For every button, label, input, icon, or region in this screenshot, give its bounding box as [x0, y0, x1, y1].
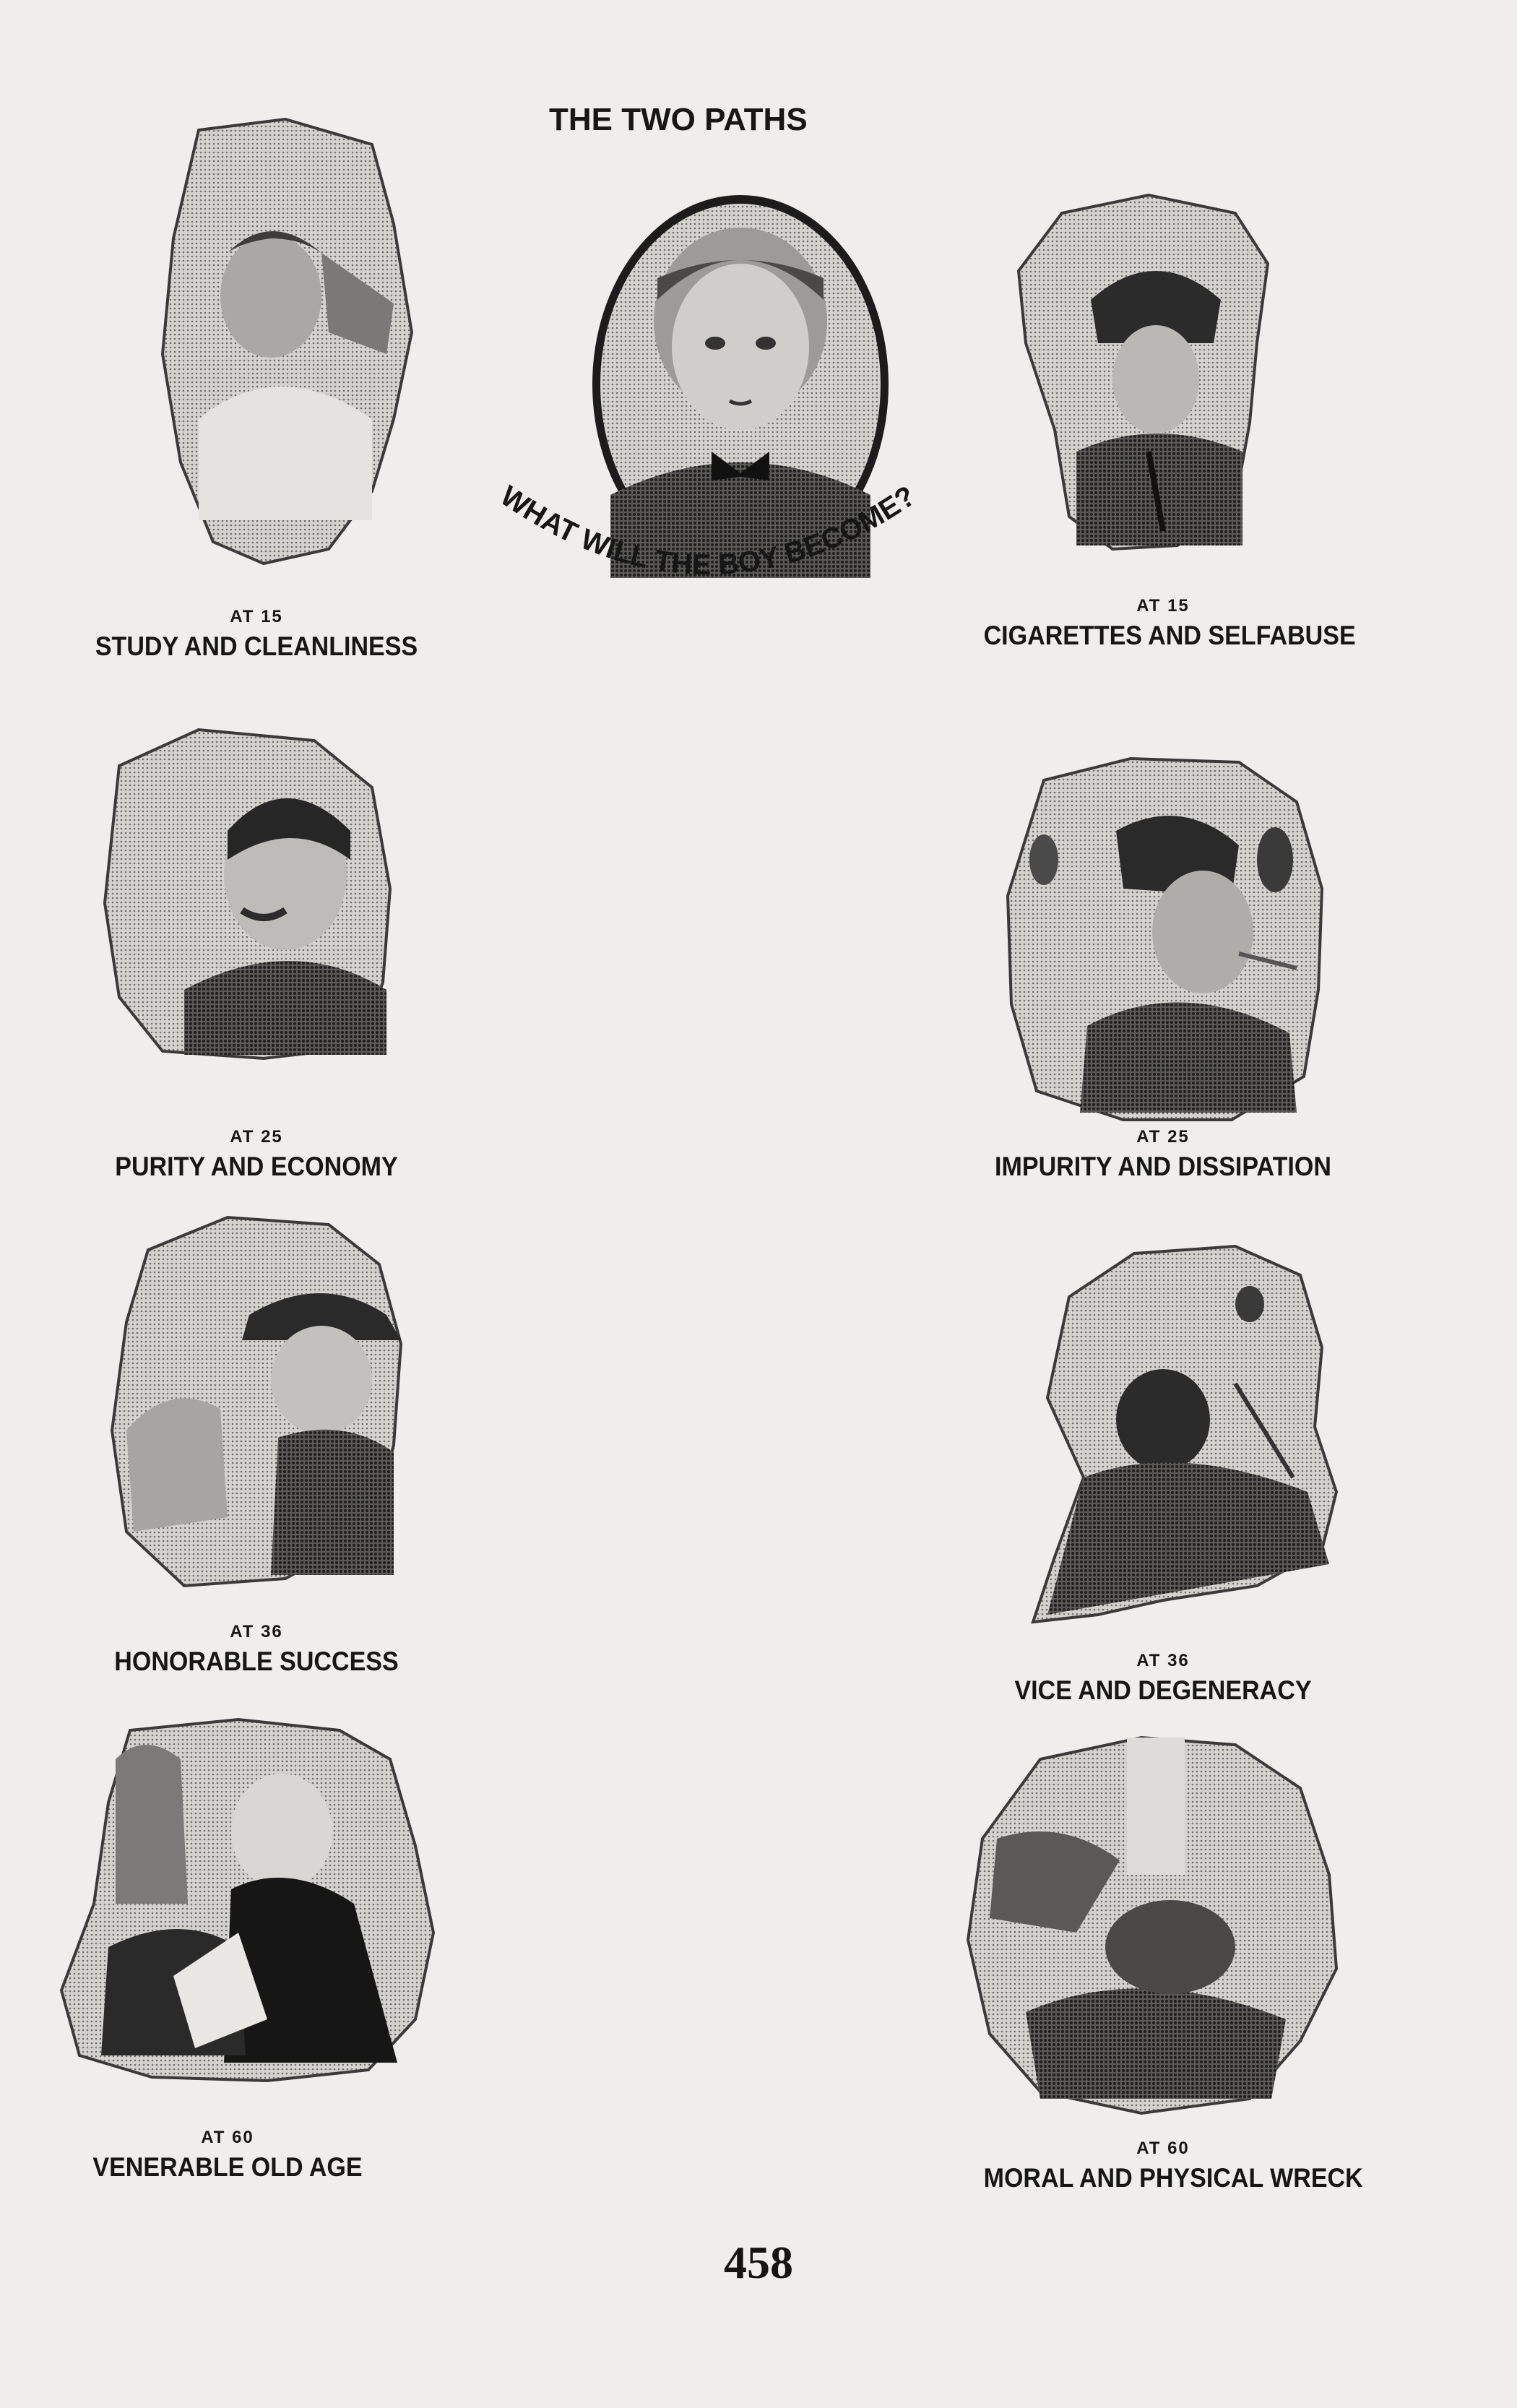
- right-caption-age-25: [961, 1127, 1365, 1182]
- left-portrait-age-60: [51, 1716, 441, 2084]
- right-portrait-age-36: [1019, 1239, 1351, 1629]
- page-number: 458: [724, 2237, 793, 2288]
- right-caption-age-60: [968, 2139, 1363, 2193]
- age-label: AT 15: [1136, 596, 1190, 616]
- age-label: AT 25: [230, 1127, 283, 1147]
- age-label: AT 25: [1136, 1127, 1190, 1147]
- left-caption-age-15: [65, 607, 448, 662]
- svg-text:WHAT WILL THE BOY BECOME?: WHAT WILL THE BOY BECOME?: [494, 480, 922, 582]
- right-portrait-age-60: [961, 1730, 1344, 2120]
- question-arc: [477, 477, 939, 621]
- age-label: AT 36: [230, 1622, 283, 1641]
- path-label: VENERABLE OLD AGE: [92, 2152, 363, 2182]
- age-label: AT 15: [230, 607, 283, 626]
- title-text: THE TWO PATHS: [549, 102, 808, 137]
- left-caption-age-25: [65, 1127, 448, 1182]
- left-portrait-age-36: [105, 1214, 408, 1589]
- age-label: AT 60: [201, 2128, 254, 2147]
- path-label: VICE AND DEGENERACY: [1014, 1675, 1312, 1705]
- left-caption-age-60: [36, 2128, 419, 2183]
- left-portrait-age-25: [98, 722, 401, 1062]
- path-label: HONORABLE SUCCESS: [114, 1647, 399, 1676]
- right-caption-age-15: [968, 596, 1358, 651]
- path-label: MORAL AND PHYSICAL WRECK: [983, 2163, 1363, 2193]
- path-label: PURITY AND ECONOMY: [115, 1152, 398, 1181]
- right-caption-age-36: [968, 1651, 1358, 1706]
- age-label: AT 36: [1136, 1651, 1190, 1670]
- path-label: STUDY AND CLEANLINESS: [95, 631, 418, 661]
- left-portrait-age-15: [155, 116, 415, 571]
- right-portrait-age-25: [1000, 751, 1333, 1127]
- path-label: IMPURITY AND DISSIPATION: [995, 1152, 1331, 1181]
- path-label: CIGARETTES AND SELFABUSE: [983, 621, 1356, 650]
- age-label: AT 60: [1136, 2139, 1190, 2158]
- right-portrait-age-15: [1011, 191, 1279, 553]
- left-caption-age-36: [65, 1622, 448, 1677]
